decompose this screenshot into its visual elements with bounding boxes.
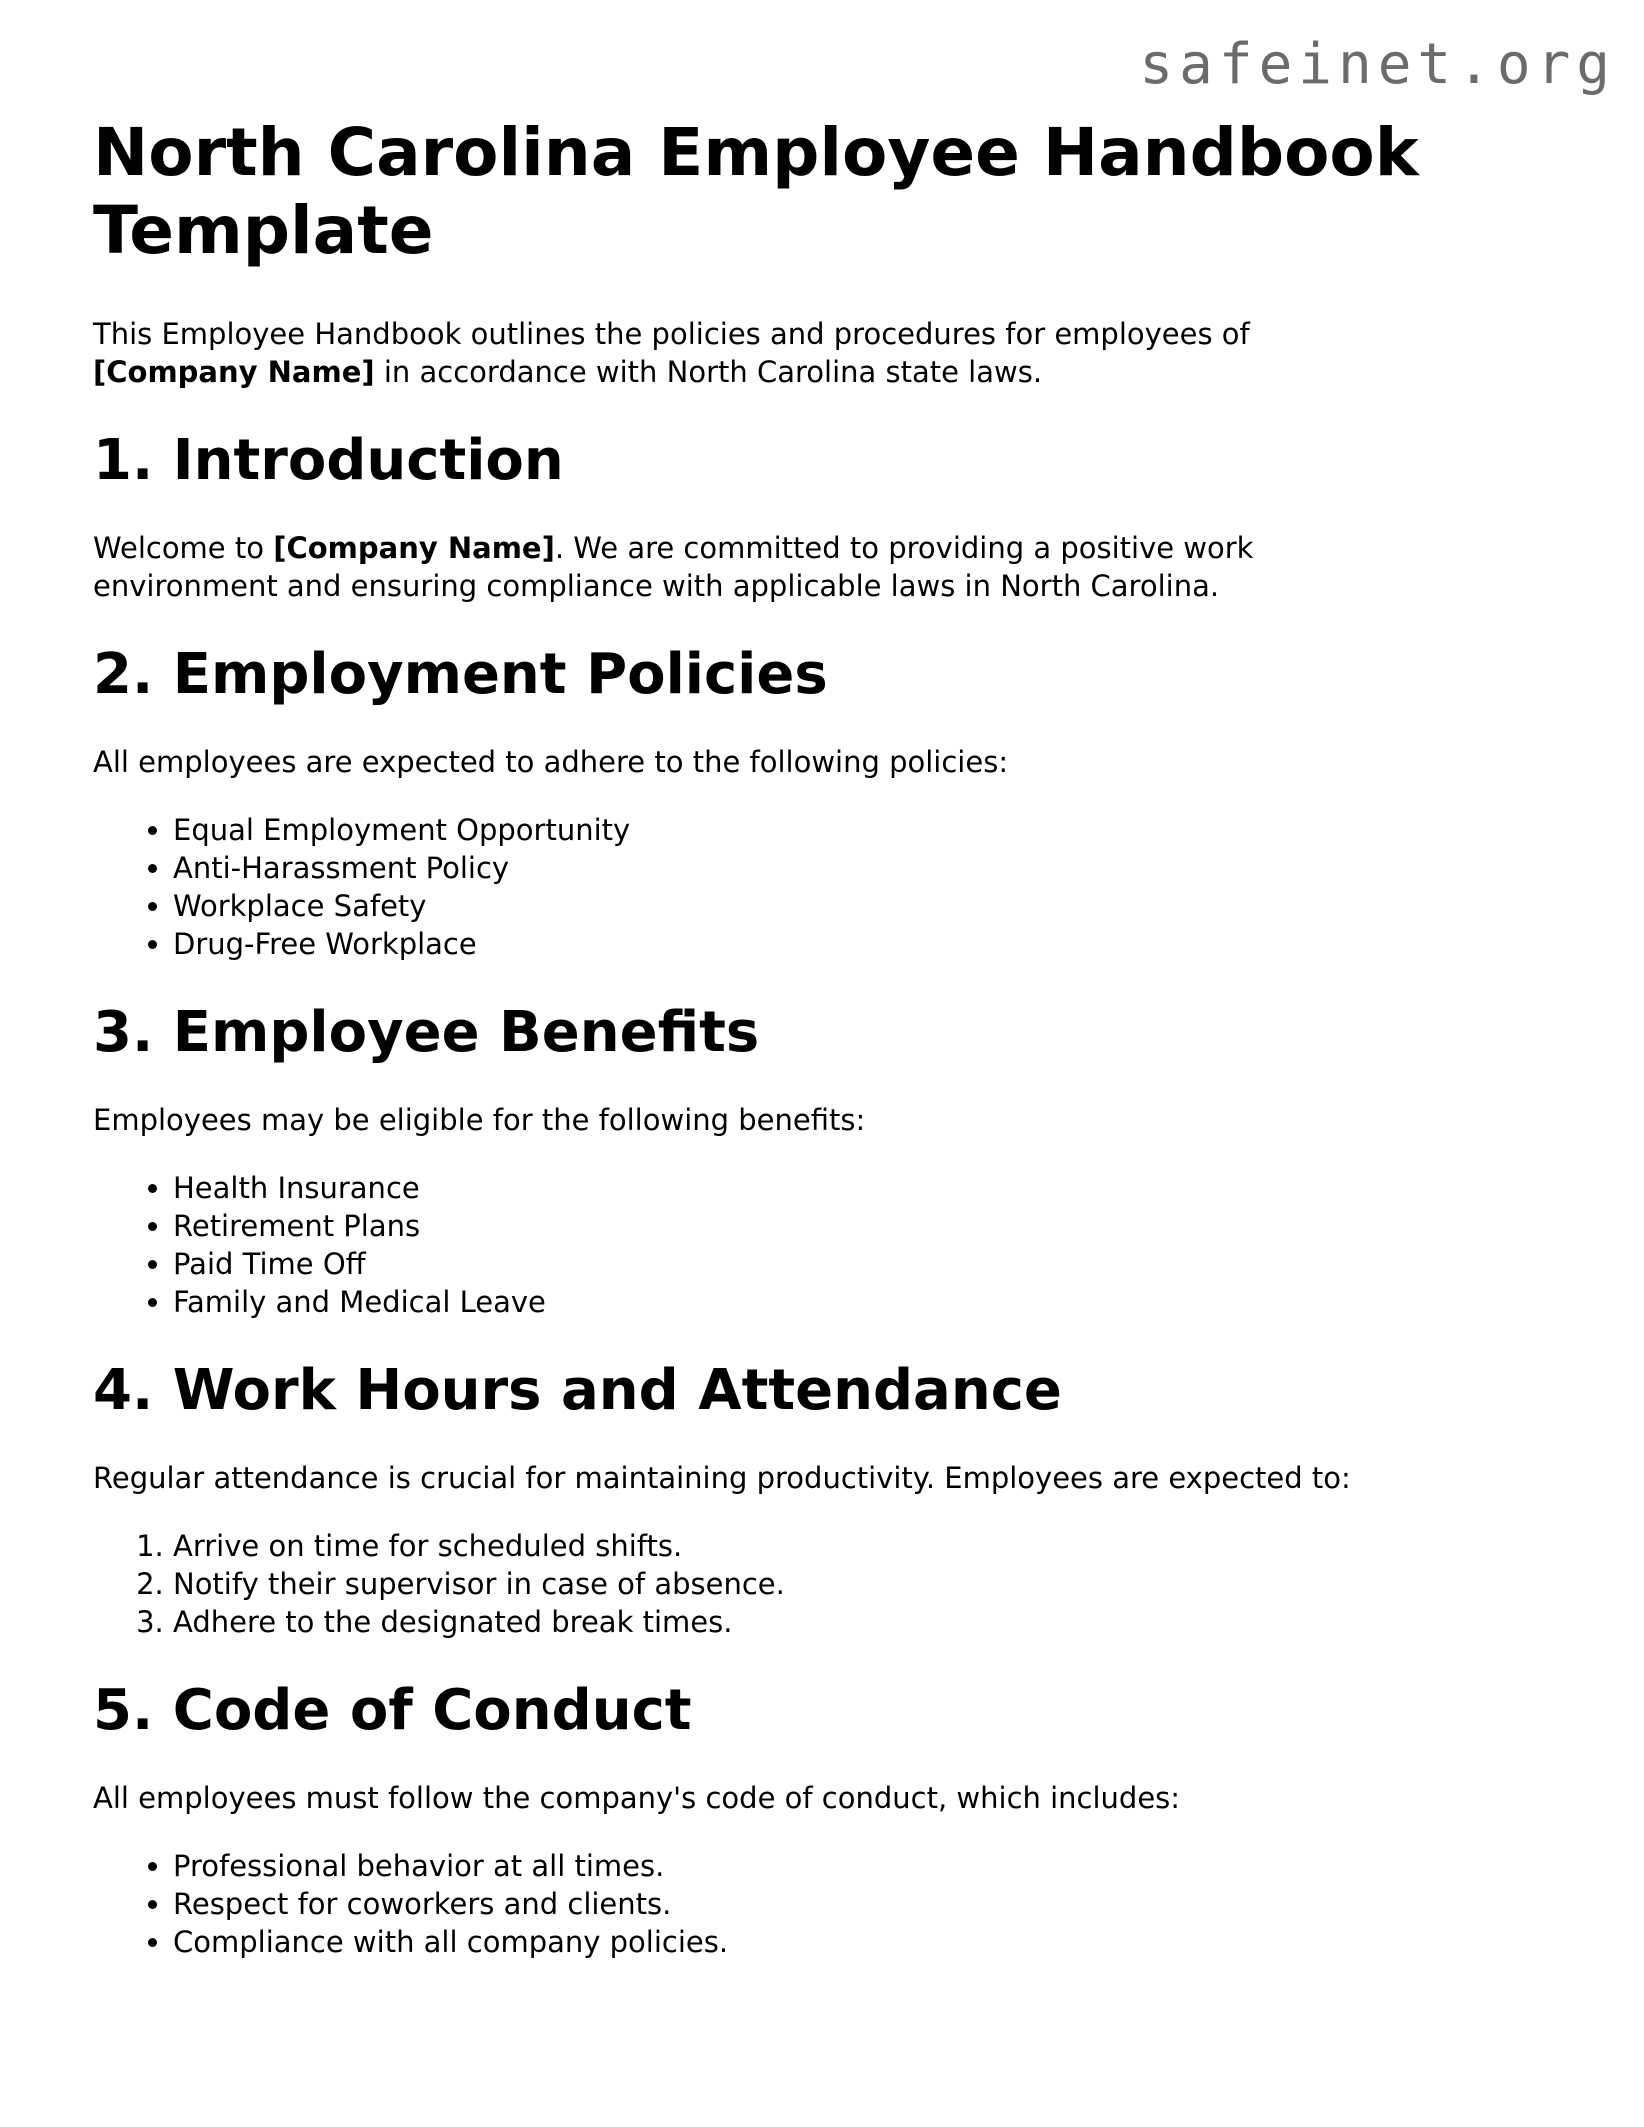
text-run: All employees are expected to adhere to the following policies:: [93, 745, 1009, 779]
list-item: 1. Arrive on time for scheduled shifts.: [173, 1527, 1604, 1565]
text-run: This Employee Handbook outlines the policies and procedures for employees of: [93, 317, 1250, 351]
list-item: 2. Notify their supervisor in case of absence.: [173, 1565, 1604, 1603]
section: [93, 1356, 1604, 1641]
section-paragraph: [93, 1101, 1604, 1139]
page-title: [93, 114, 1604, 270]
text-run: . We are committed to providing a positive work: [554, 531, 1254, 565]
bold-text-run: [Company Name]: [93, 355, 375, 389]
sections-container: [93, 426, 1604, 1961]
list-item: • Retirement Plans: [173, 1207, 1604, 1245]
list-item: • Equal Employment Opportunity: [173, 811, 1604, 849]
text-run: North Carolina Employee Handbook: [93, 114, 1419, 191]
list-item: • Health Insurance: [173, 1169, 1604, 1207]
section: [93, 998, 1604, 1321]
bullet-list: [93, 1847, 1604, 1961]
section-paragraph: [93, 1779, 1604, 1817]
section-heading: 5. Code of Conduct: [93, 1678, 692, 1743]
section-heading: 4. Work Hours and Attendance: [93, 1358, 1062, 1423]
section-heading: 1. Introduction: [93, 428, 564, 493]
list-item: • Professional behavior at all times.: [173, 1847, 1604, 1885]
section-heading: 3. Employee Benefits: [93, 1000, 760, 1065]
section-paragraph: [93, 743, 1604, 781]
bullet-list: [93, 1169, 1604, 1321]
list-item: • Respect for coworkers and clients.: [173, 1885, 1604, 1923]
section-heading: 2. Employment Policies: [93, 642, 828, 707]
intro-paragraph: [93, 315, 1604, 391]
section: [93, 640, 1604, 963]
numbered-list: [93, 1527, 1604, 1641]
list-item: • Paid Time Off: [173, 1245, 1604, 1283]
section: [93, 1676, 1604, 1961]
bold-text-run: [Company Name]: [273, 531, 555, 565]
text-run: Regular attendance is crucial for maintaining productivity. Employees are expected to:: [93, 1461, 1351, 1495]
list-item: 3. Adhere to the designated break times.: [173, 1603, 1604, 1641]
text-run: All employees must follow the company's code of conduct, which includes:: [93, 1781, 1181, 1815]
section: [93, 426, 1604, 605]
bullet-list: [93, 811, 1604, 963]
site-logo: safeinet.org: [1139, 32, 1616, 97]
list-item: • Workplace Safety: [173, 887, 1604, 925]
text-run: Employees may be eligible for the following benefits:: [93, 1103, 866, 1137]
list-item: • Compliance with all company policies.: [173, 1923, 1604, 1961]
text-run: Welcome to: [93, 531, 274, 565]
list-item: • Family and Medical Leave: [173, 1283, 1604, 1321]
text-run: in accordance with North Carolina state laws.: [374, 355, 1043, 389]
text-run: Template: [93, 192, 434, 269]
text-run: environment and ensuring compliance with applicable laws in North Carolina.: [93, 569, 1220, 603]
list-item: • Anti-Harassment Policy: [173, 849, 1604, 887]
section-paragraph: [93, 1459, 1604, 1497]
section-paragraph: [93, 529, 1604, 605]
list-item: • Drug-Free Workplace: [173, 925, 1604, 963]
